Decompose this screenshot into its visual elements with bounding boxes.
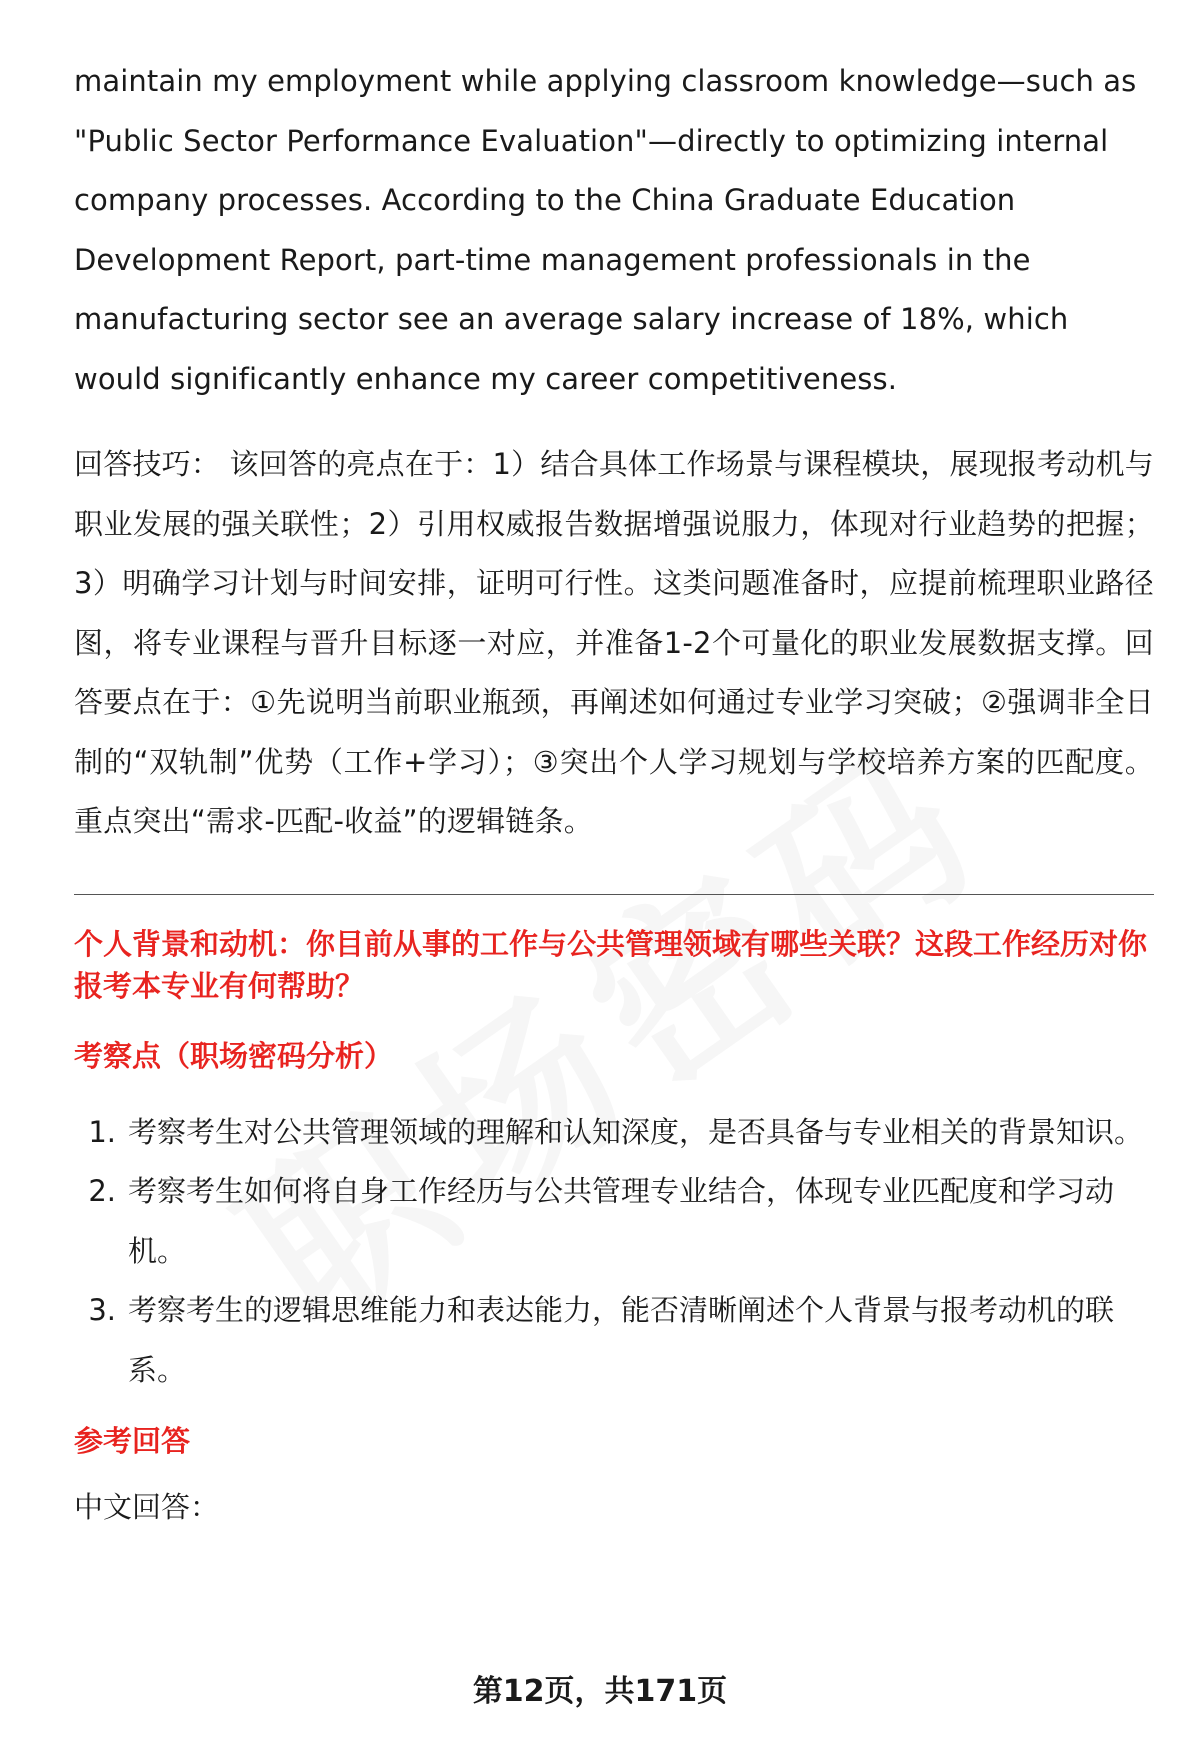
list-item-number: 1. xyxy=(88,1114,116,1149)
list-item xyxy=(74,1281,1154,1400)
assessment-heading: 考察点（职场密码分析） xyxy=(74,1038,394,1073)
section-divider xyxy=(74,894,1154,895)
list-item xyxy=(74,1103,1154,1163)
list-item-text: 考察考生如何将自身工作经历与公共管理专业结合，体现专业匹配度和学习动机。 xyxy=(128,1174,1115,1268)
chinese-answer-label: 中文回答： xyxy=(74,1490,220,1524)
list-item-text: 考察考生的逻辑思维能力和表达能力，能否清晰阐述个人背景与报考动机的联系。 xyxy=(128,1293,1115,1387)
question-heading: 个人背景和动机：你目前从事的工作与公共管理领域有哪些关联？这段工作经历对你报考本专业有何帮助？ xyxy=(74,926,1148,1003)
page-indicator: 第12页，共171页 xyxy=(472,1674,728,1709)
document-page xyxy=(74,52,1154,1528)
list-item-text: 考察考生对公共管理领域的理解和认知深度，是否具备与专业相关的背景知识。 xyxy=(128,1114,1144,1149)
reference-answer-heading: 参考回答 xyxy=(74,1424,191,1458)
assessment-points-list xyxy=(74,1103,1154,1401)
list-item-number: 2. xyxy=(88,1174,116,1208)
list-item xyxy=(74,1162,1154,1281)
english-answer-paragraph: maintain my employment while applying classroom knowledge—such as "Public Sector Performance Evaluation"—directly to optimizing internal company processes. According to the China Graduate Education Development Report, part-time management professionals in the manufacturing sector see an average salary increase of 18%, which would significantly enhance my career competitiveness. xyxy=(74,64,1137,396)
answer-tips-paragraph: 回答技巧： 该回答的亮点在于：1）结合具体工作场景与课程模块，展现报考动机与职业发展的强关联性；2）引用权威报告数据增强说服力，体现对行业趋势的把握；3）明确学习计划与时间安排，证明可行性。这类问题准备时，应提前梳理职业路径图，将专业课程与晋升目标逐一对应，并准备1-2个可量化的职业发展数据支撑。回答要点在于：①先说明当前职业瓶颈，再阐述如何通过专业学习突破；②强调非全日制的“双轨制”优势（工作+学习）；③突出个人学习规划与学校培养方案的匹配度。重点突出“需求-匹配-收益”的逻辑链条。 xyxy=(74,447,1154,838)
list-item-number: 3. xyxy=(88,1293,116,1327)
